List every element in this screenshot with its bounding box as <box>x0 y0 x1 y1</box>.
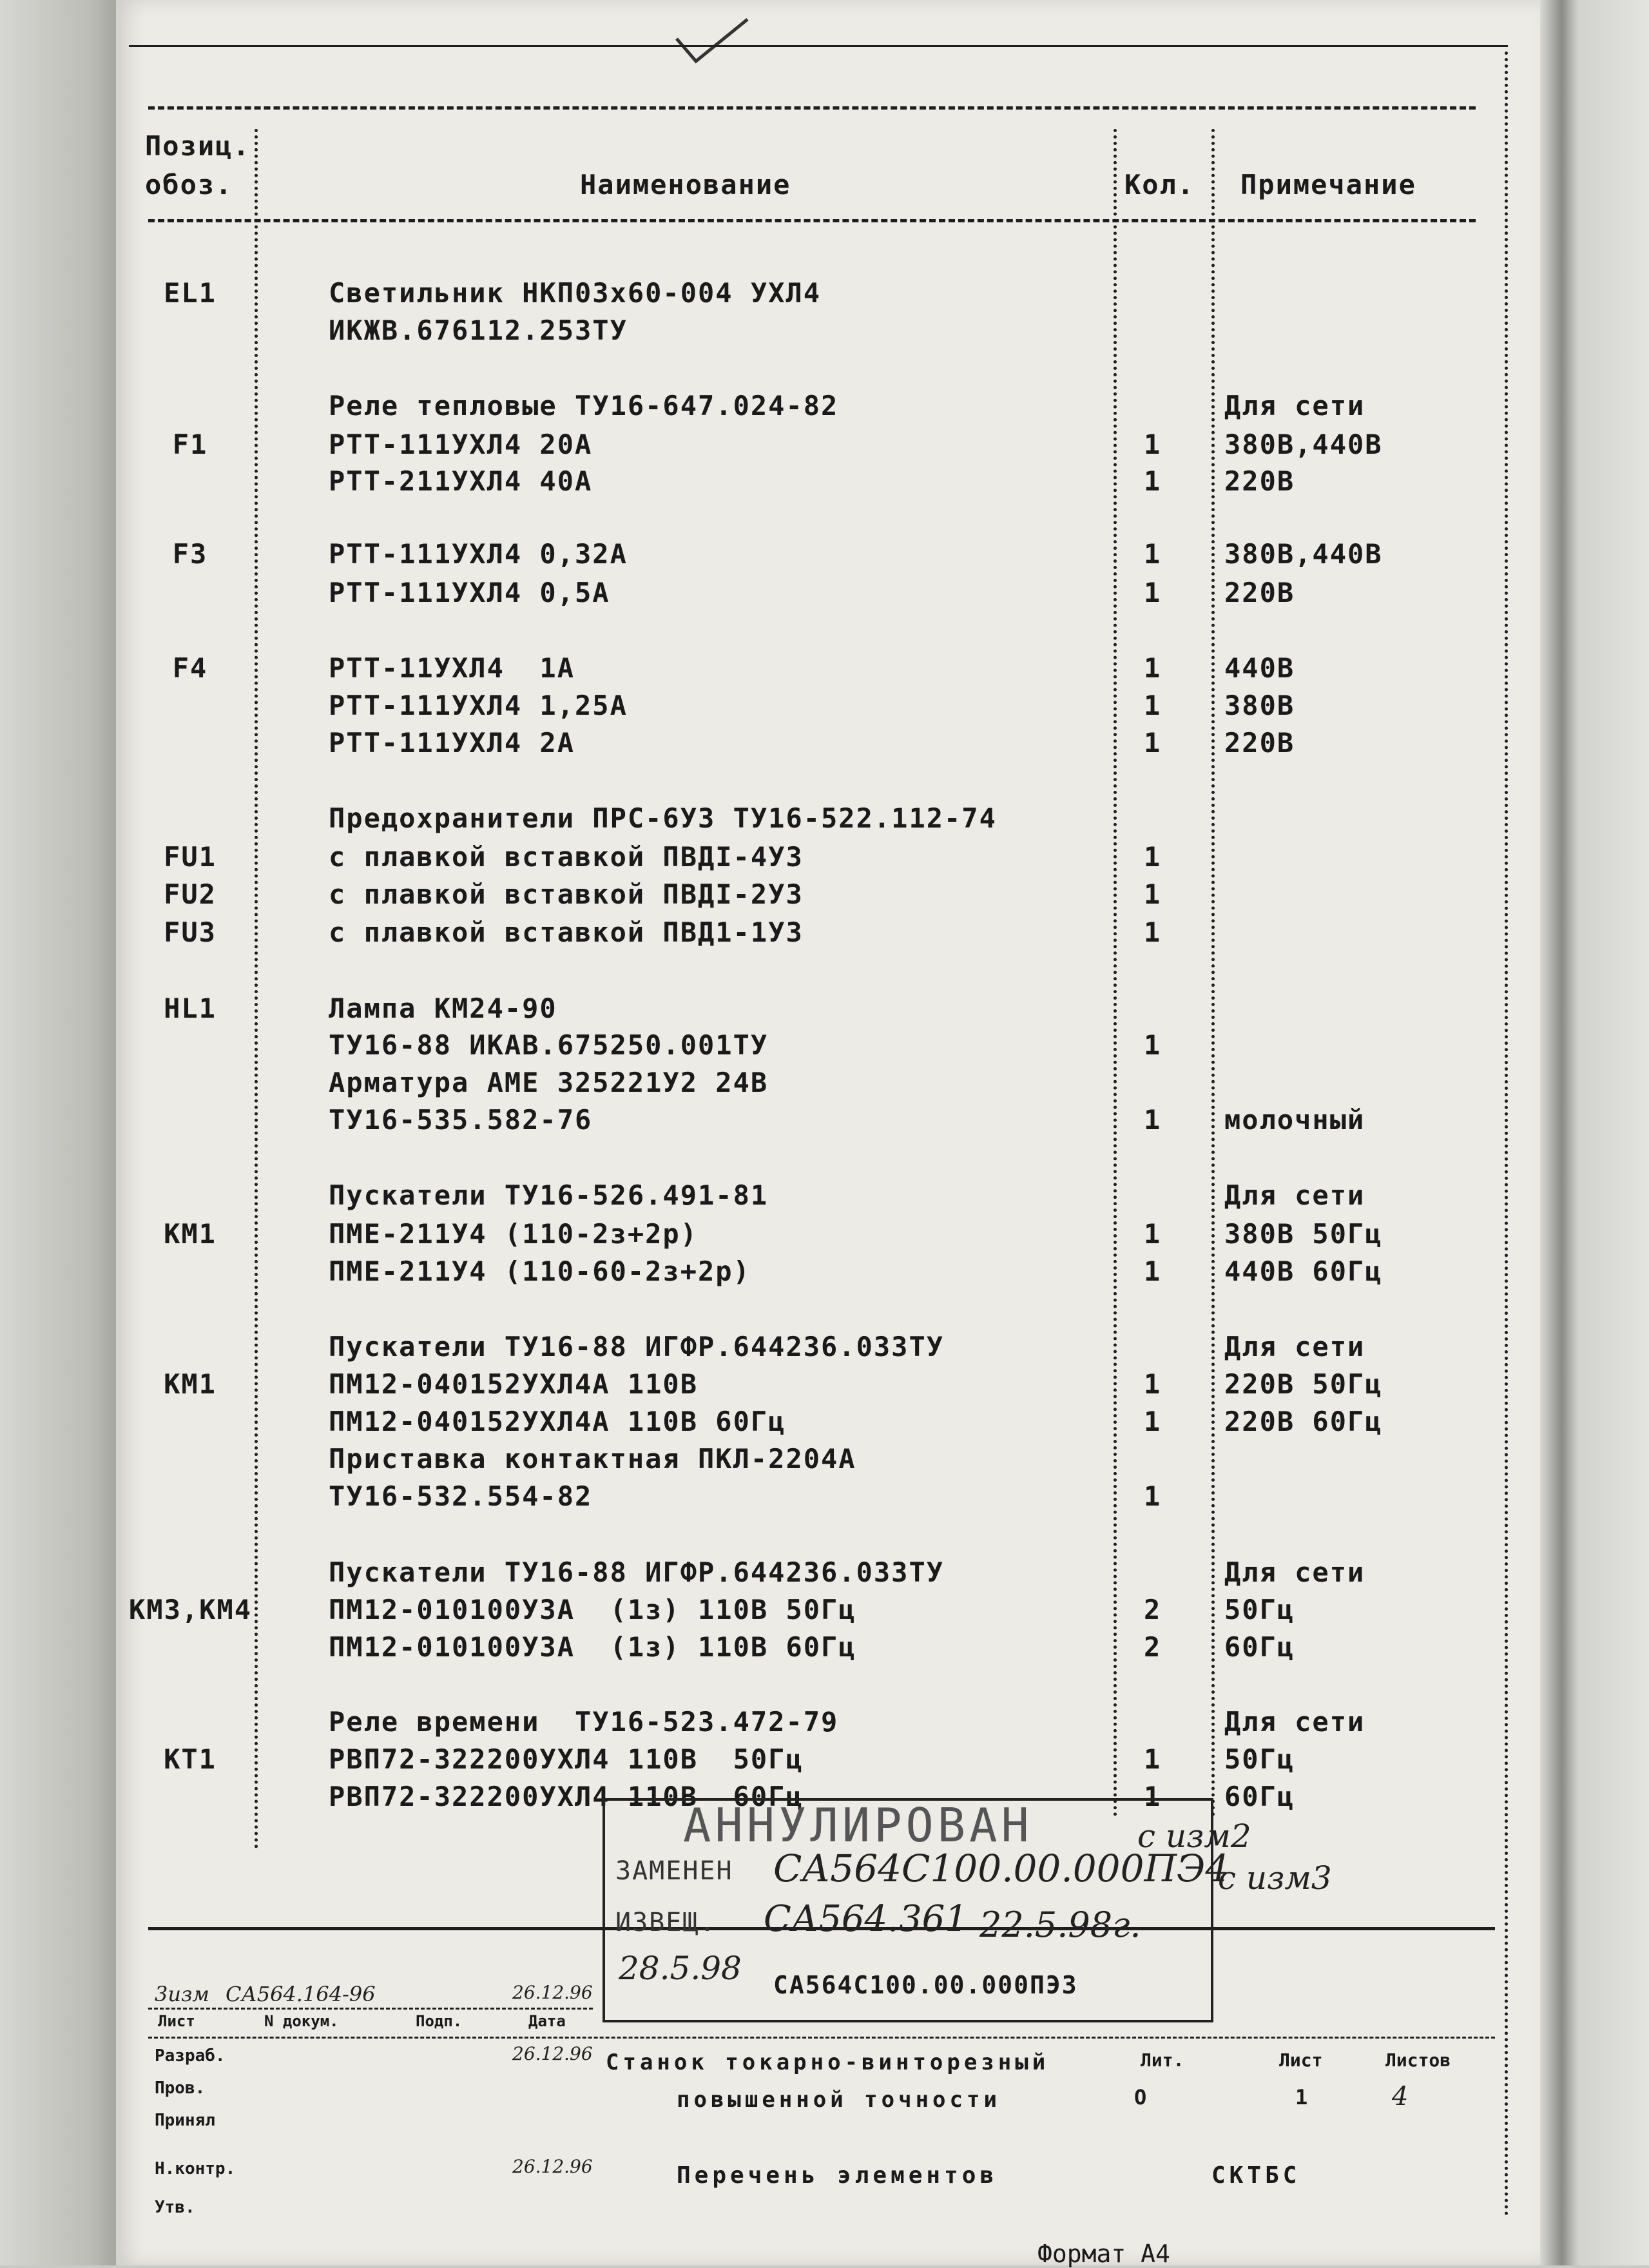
row-qty: 1 <box>1144 652 1162 684</box>
stamp-notice-value: СА564.361 <box>764 1898 968 1940</box>
stamp-notice-date: 22.5.98г. <box>979 1905 1141 1945</box>
row-name: ПМ12-010100У3А (1з) 110В 50Гц <box>329 1594 856 1625</box>
tb-rule-1 <box>148 2008 593 2010</box>
row-qty: 1 <box>1144 1218 1162 1250</box>
row-qty: 1 <box>1144 1104 1162 1136</box>
titleblock-norm-date: 26.12.96 <box>512 2156 593 2177</box>
stamp-sign-date: 28.5.98 <box>619 1950 742 1987</box>
row-qty: 1 <box>1144 1743 1162 1775</box>
titleblock-change-date: 26.12.96 <box>512 1982 593 2003</box>
titleblock-role-check: Пров. <box>155 2079 206 2098</box>
row-qty: 2 <box>1144 1594 1162 1625</box>
titleblock-role-approve: Утв. <box>155 2198 195 2217</box>
row-note: 220В 60Гц <box>1224 1406 1383 1437</box>
row-name: РТТ-111УХЛ4 0,5А <box>329 577 610 608</box>
row-name: Пускатели ТУ16-526.491-81 <box>329 1179 769 1211</box>
titleblock-title1: Станок токарно-винторезный <box>606 2050 1050 2075</box>
row-name: РТТ-111УХЛ4 2А <box>329 727 575 759</box>
titleblock-sheet-value: 1 <box>1295 2085 1308 2109</box>
row-qty: 1 <box>1144 577 1162 608</box>
row-name: с плавкой вставкой ПВДI-2УЗ <box>329 878 804 910</box>
row-qty: 1 <box>1144 1255 1162 1287</box>
page-left-shadow <box>0 0 129 2265</box>
row-name: Пускатели ТУ16-88 ИГФР.644236.033ТУ <box>329 1556 945 1588</box>
titleblock-sheets-label: Листов <box>1385 2050 1451 2071</box>
row-name: ТУ16-532.554-82 <box>329 1480 593 1512</box>
row-pos: HL1 <box>164 993 217 1024</box>
row-note: Для сети <box>1224 1331 1365 1362</box>
row-pos: F4 <box>172 652 208 684</box>
row-name: ИКЖВ.676112.253ТУ <box>329 315 628 346</box>
stamp-hand-mod1: с изм2 <box>1137 1817 1251 1855</box>
col-divider-3 <box>1211 129 1215 1817</box>
row-name: с плавкой вставкой ПВД1-1УЗ <box>329 916 804 948</box>
row-note: 220В <box>1224 577 1295 608</box>
titleblock-title3: Перечень элементов <box>677 2162 998 2189</box>
row-pos: FU3 <box>164 916 217 948</box>
col-divider-1 <box>255 129 258 1850</box>
row-qty: 1 <box>1144 1029 1162 1061</box>
titleblock-role-prim: Принял <box>155 2111 215 2130</box>
row-name: РТТ-111УХЛ4 0,32А <box>329 538 628 570</box>
titleblock-col-date: Дата <box>528 2012 566 2030</box>
header-name: Наименование <box>580 169 791 200</box>
header-pos-line1: Позиц. <box>145 130 251 162</box>
row-name: Арматура АМЕ 325221У2 24В <box>329 1067 769 1098</box>
row-qty: 1 <box>1144 878 1162 910</box>
titleblock-org: СКТБС <box>1211 2162 1301 2189</box>
stamp-replaced-value: СА564С100.00.000ПЭ4 <box>773 1846 1230 1890</box>
page-right-edge <box>1540 0 1649 2265</box>
row-name: РТТ-211УХЛ4 40А <box>329 465 593 497</box>
tb-rule-2 <box>148 2037 1495 2039</box>
row-qty: 1 <box>1144 1781 1162 1812</box>
titleblock-format: Формат А4 <box>1037 2240 1170 2268</box>
row-qty: 1 <box>1144 1368 1162 1400</box>
titleblock-col-sign: Подп. <box>416 2012 463 2030</box>
row-qty: 1 <box>1144 1480 1162 1512</box>
row-qty: 1 <box>1144 690 1162 721</box>
row-pos: EL1 <box>164 277 217 309</box>
row-qty: 1 <box>1144 465 1162 497</box>
row-note: 220В <box>1224 727 1295 759</box>
row-qty: 1 <box>1144 1406 1162 1437</box>
titleblock-sheet-label: Лист <box>1279 2050 1323 2071</box>
row-pos: КМ1 <box>164 1368 217 1400</box>
row-qty: 2 <box>1144 1631 1162 1663</box>
row-name: РВП72-322200УХЛ4 110В 50Гц <box>329 1743 804 1775</box>
row-pos: FU1 <box>164 841 217 873</box>
row-note: Для сети <box>1224 1179 1365 1211</box>
row-name: Пускатели ТУ16-88 ИГФР.644236.033ТУ <box>329 1331 945 1362</box>
row-pos: КТ1 <box>164 1743 217 1775</box>
row-qty: 1 <box>1144 841 1162 873</box>
col-divider-right <box>1505 52 1508 2217</box>
row-name: ПМЕ-211У4 (110-60-2з+2р) <box>329 1255 751 1287</box>
row-name: РТТ-111УХЛ4 1,25А <box>329 690 628 721</box>
titleblock-col-docnum: N докум. <box>264 2012 339 2030</box>
titleblock-lit-value: О <box>1134 2085 1147 2109</box>
row-name: РТТ-11УХЛ4 1А <box>329 652 575 684</box>
header-note: Примечание <box>1240 169 1416 200</box>
row-name: Реле тепловые ТУ16-647.024-82 <box>329 390 839 422</box>
stamp-replaced-label: ЗАМЕНЕН <box>615 1856 733 1886</box>
col-divider-2 <box>1114 129 1117 1817</box>
row-note: Для сети <box>1224 390 1365 422</box>
row-name: ПМ12-040152УХЛ4А 110В 60Гц <box>329 1406 786 1437</box>
titleblock-change-doc: СА564.164-96 <box>226 1982 376 2006</box>
row-qty: 1 <box>1144 916 1162 948</box>
titleblock-role-dev: Разраб. <box>155 2046 226 2066</box>
row-pos: F1 <box>172 429 208 460</box>
row-name: РВП72-322200УХЛ4 110В 60Гц <box>329 1781 804 1812</box>
titleblock-lit-label: Лит. <box>1141 2050 1184 2071</box>
row-pos: FU2 <box>164 878 217 910</box>
titleblock-sheets-value: 4 <box>1392 2082 1409 2111</box>
stamp-notice-label: ИЗВЕЩ. <box>615 1908 717 1937</box>
row-name: Реле времени ТУ16-523.472-79 <box>329 1706 839 1738</box>
top-border <box>129 45 1508 47</box>
header-qty: Кол. <box>1124 169 1195 200</box>
row-name: Приставка контактная ПКЛ-2204А <box>329 1443 856 1475</box>
row-note: 380В,440В <box>1224 429 1383 460</box>
row-qty: 1 <box>1144 538 1162 570</box>
row-qty: 1 <box>1144 727 1162 759</box>
row-pos: КМ3,КМ4 <box>129 1594 253 1625</box>
check-mark-icon <box>670 13 760 71</box>
row-note: Для сети <box>1224 1556 1365 1588</box>
row-pos: F3 <box>172 538 208 570</box>
stamp-hand-mod2: с изм3 <box>1218 1859 1332 1897</box>
row-name: Лампа КМ24-90 <box>329 993 557 1024</box>
header-pos-line2: обоз. <box>145 169 233 200</box>
row-note: 50Гц <box>1224 1743 1295 1775</box>
row-name: ТУ16-88 ИКАВ.675250.001ТУ <box>329 1029 769 1061</box>
row-name: Предохранители ПРС-6УЗ ТУ16-522.112-74 <box>329 802 997 834</box>
row-note: 220В <box>1224 465 1295 497</box>
row-note: 60Гц <box>1224 1631 1295 1663</box>
row-name: Светильник НКП03х60-004 УХЛ4 <box>329 277 822 309</box>
titleblock-doc-code: СА564С100.00.000ПЭ3 <box>773 1971 1078 1999</box>
row-name: ПМ12-010100У3А (1з) 110В 60Гц <box>329 1631 856 1663</box>
row-pos: КМ1 <box>164 1218 217 1250</box>
row-name: ПМ12-040152УХЛ4А 110В <box>329 1368 699 1400</box>
stamp-annulled: АННУЛИРОВАН <box>683 1798 1033 1852</box>
row-note: Для сети <box>1224 1706 1365 1738</box>
header-bottom-rule <box>148 219 1476 222</box>
row-note: 440В <box>1224 652 1295 684</box>
row-note: 60Гц <box>1224 1781 1295 1812</box>
titleblock-role-norm: Н.контр. <box>155 2159 236 2178</box>
row-note: 220В 50Гц <box>1224 1368 1383 1400</box>
row-name: ТУ16-535.582-76 <box>329 1104 593 1136</box>
titleblock-title2: повышенной точности <box>677 2087 1001 2113</box>
row-note: 380В 50Гц <box>1224 1218 1383 1250</box>
row-note: 50Гц <box>1224 1594 1295 1625</box>
row-name: РТТ-111УХЛ4 20А <box>329 429 593 460</box>
row-note: молочный <box>1224 1104 1365 1136</box>
titleblock-dev-date: 26.12.96 <box>512 2043 593 2064</box>
row-name: ПМЕ-211У4 (110-2з+2р) <box>329 1218 699 1250</box>
titleblock-col-sheet: Лист <box>158 2012 195 2030</box>
row-note: 380В,440В <box>1224 538 1383 570</box>
row-note: 440В 60Гц <box>1224 1255 1383 1287</box>
header-top-rule <box>148 106 1476 110</box>
row-qty: 1 <box>1144 429 1162 460</box>
row-note: 380В <box>1224 690 1295 721</box>
row-name: с плавкой вставкой ПВДI-4УЗ <box>329 841 804 873</box>
titleblock-change-mark: 3изм <box>155 1982 209 2006</box>
